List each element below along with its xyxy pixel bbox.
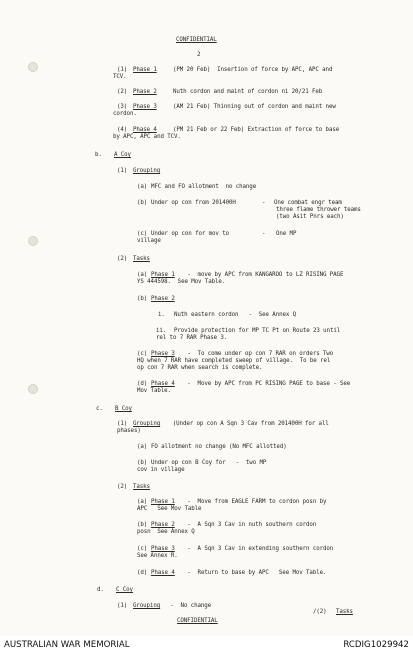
phase-title: Phase 3 bbox=[133, 104, 157, 110]
task-phase: Phase 4 bbox=[151, 381, 175, 387]
task-num: (b) bbox=[137, 296, 148, 302]
task-num: (a) bbox=[137, 499, 148, 505]
item-num: (b) bbox=[137, 460, 148, 466]
item-right: (two Asit Pnrs each) bbox=[276, 214, 344, 220]
task-text-cont: See Annex R. bbox=[137, 553, 178, 559]
task-num: (c) bbox=[137, 546, 148, 552]
sub-title: Grouping bbox=[133, 603, 161, 609]
archive-name: AUSTRALIAN WAR MEMORIAL bbox=[4, 640, 130, 650]
phase-text: (PM 20 Feb) Insertion of force by APC, APC and bbox=[173, 67, 333, 73]
phase-text: Nuth cordon and maint of cordon ni 20/21 Feb bbox=[173, 89, 323, 95]
phase-title: Phase 2 bbox=[133, 89, 157, 95]
task-text: - Return to base by APC See Mov Table. bbox=[184, 570, 327, 576]
task-text: - To come under op con 7 RAR on orders Two bbox=[184, 351, 334, 357]
classification-footer: CONFIDENTIAL bbox=[177, 618, 218, 624]
task-text: - Move from EAGLE FARM to cordon posn by bbox=[184, 499, 327, 505]
task-subtext: Nuth eastern cordon - See Annex Q bbox=[174, 312, 297, 318]
task-subtext: Provide protection for MP TC Pt on Route 23 until bbox=[174, 328, 341, 334]
task-num: (a) bbox=[137, 272, 148, 278]
task-subnum: ii. bbox=[156, 328, 167, 334]
continuation-ref: /(2) bbox=[313, 609, 327, 615]
phase-num: (1) bbox=[117, 67, 128, 73]
task-text: - move by APC from KANGAROO to LZ RISING PAGE bbox=[184, 272, 344, 278]
task-text-cont: HQ when 7 RAR have completed sweep of village. To be rel bbox=[137, 358, 331, 364]
task-num: (d) bbox=[137, 381, 148, 387]
classification-header: CONFIDENTIAL bbox=[176, 37, 217, 43]
task-num: (d) bbox=[137, 570, 148, 576]
item-text: Under op con for mov to bbox=[151, 231, 229, 237]
continuation-title: Tasks bbox=[336, 609, 353, 615]
phase-title: Phase 1 bbox=[133, 67, 157, 73]
sub-num: (1) bbox=[117, 421, 128, 427]
sub-title: Tasks bbox=[133, 256, 150, 262]
task-text-cont: YS 444598. See Mov Table. bbox=[137, 279, 226, 285]
archive-footer bbox=[0, 636, 413, 653]
page-number: 2 bbox=[197, 52, 201, 58]
task-text: - A Sqn 3 Cav in nuth southern cordon bbox=[184, 522, 317, 528]
sub-text: - No change bbox=[167, 603, 212, 609]
phase-text: (PM 21 Feb or 22 Feb) Extraction of force to base bbox=[173, 127, 340, 133]
item-num: (c) bbox=[137, 231, 148, 237]
punch-hole bbox=[28, 384, 38, 394]
task-phase: Phase 1 bbox=[151, 499, 175, 505]
item-dash: - bbox=[262, 200, 266, 206]
item-text-cont: village bbox=[137, 238, 161, 244]
task-phase: Phase 3 bbox=[151, 351, 175, 357]
task-subtext-cont: rel to 7 RAR Phase 3. bbox=[156, 335, 228, 341]
phase-num: (2) bbox=[117, 89, 128, 95]
task-phase: Phase 4 bbox=[151, 570, 175, 576]
task-text-cont: op con 7 RAR when search is complete. bbox=[137, 365, 263, 371]
sub-text: (Under op con A Sqn 3 Cav from 201400H for all bbox=[166, 421, 329, 427]
phase-num: (3) bbox=[117, 104, 128, 110]
task-num: (b) bbox=[137, 522, 148, 528]
sub-title: Grouping bbox=[133, 168, 161, 174]
task-phase: Phase 3 bbox=[151, 546, 175, 552]
sub-title: Grouping bbox=[133, 421, 161, 427]
task-text: - A Sqn 3 Cav in extending southern cordon bbox=[184, 546, 334, 552]
sub-num: (2) bbox=[117, 484, 128, 490]
section-title: A Coy bbox=[114, 152, 131, 158]
item-num: (a) bbox=[137, 184, 148, 190]
sub-num: (2) bbox=[117, 256, 128, 262]
sub-num: (1) bbox=[117, 168, 128, 174]
phase-title: Phase 4 bbox=[133, 127, 157, 133]
archive-id: RCDIG1029942 bbox=[343, 640, 409, 650]
task-subnum: i. bbox=[158, 312, 165, 318]
sub-num: (1) bbox=[117, 603, 128, 609]
section-label: c. bbox=[96, 406, 103, 412]
item-right: One combat engr team bbox=[274, 200, 342, 206]
task-text-cont: APC See Mov Table bbox=[137, 506, 202, 512]
punch-hole bbox=[28, 236, 38, 246]
phase-text-cont: by APC, APC and TCV. bbox=[113, 134, 181, 140]
item-right: three flame thrower teams bbox=[276, 207, 361, 213]
task-text-cont: Mov Table. bbox=[137, 388, 171, 394]
item-right: One MP bbox=[276, 231, 297, 237]
task-num: (c) bbox=[137, 351, 148, 357]
task-phase: Phase 1 bbox=[151, 272, 175, 278]
item-num: (a) bbox=[137, 444, 148, 450]
item-dash: - bbox=[262, 231, 266, 237]
sub-text-cont: phases) bbox=[117, 428, 141, 434]
task-text: - Move by APC from PC RISING PAGE to base - See bbox=[184, 381, 351, 387]
item-text: Under op con B Coy for - two MP bbox=[151, 460, 267, 466]
phase-text-cont: TCV. bbox=[113, 74, 127, 80]
task-phase: Phase 2 bbox=[151, 296, 175, 302]
item-text-cont: cov in village bbox=[137, 467, 185, 473]
phase-text-cont: cordon. bbox=[113, 111, 137, 117]
item-text: MFC and FO allotment no change bbox=[151, 184, 257, 190]
phase-text: (AM 21 Feb) Thinning out of cordon and maint new bbox=[173, 104, 336, 110]
sub-title: Tasks bbox=[133, 484, 150, 490]
section-label: b. bbox=[95, 152, 102, 158]
item-num: (b) bbox=[137, 200, 148, 206]
task-phase: Phase 2 bbox=[151, 522, 175, 528]
phase-num: (4) bbox=[117, 127, 128, 133]
task-text-cont: posn See Annex Q bbox=[137, 529, 195, 535]
item-text: Under op con from 201400H bbox=[151, 200, 236, 206]
section-title: C Coy bbox=[116, 587, 133, 593]
section-label: d. bbox=[97, 587, 104, 593]
punch-hole bbox=[28, 62, 38, 72]
section-title: B Coy bbox=[115, 406, 132, 412]
item-text: FO allotment no change (No MFC allotted) bbox=[151, 444, 287, 450]
